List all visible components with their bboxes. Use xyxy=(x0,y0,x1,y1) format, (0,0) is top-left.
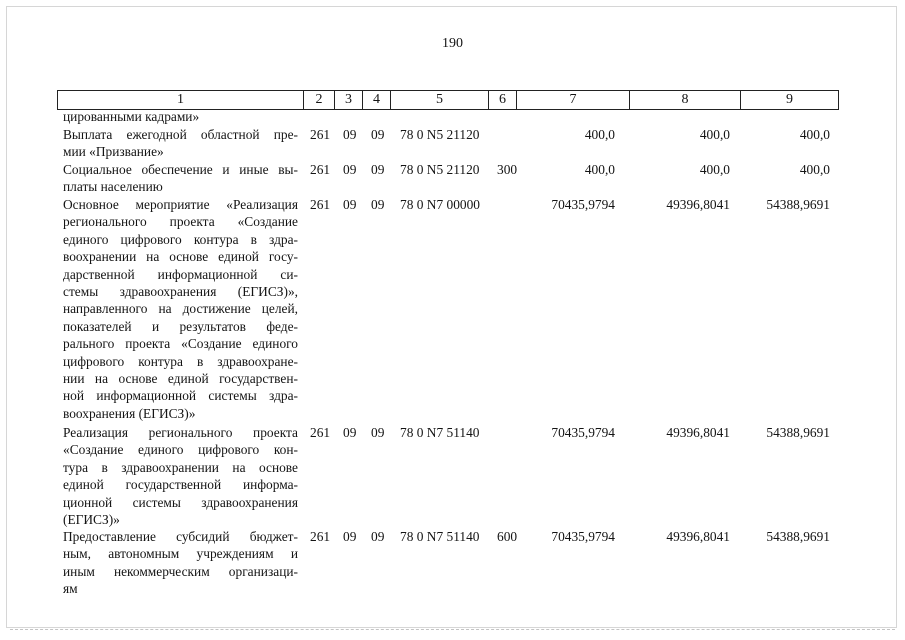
budget-admin-code: 261 xyxy=(310,127,331,142)
target-article-code: 78 0 N7 51140 xyxy=(400,529,480,544)
target-article-code: 78 0 N5 21120 xyxy=(400,127,480,142)
row-description-line: «Создание единого цифрового кон- xyxy=(63,442,298,458)
row-description-line: дарственной информационной си- xyxy=(63,266,298,282)
page-edge-line xyxy=(10,629,895,630)
expense-type-code: 600 xyxy=(497,529,518,544)
subsection-code: 09 xyxy=(371,425,385,440)
amount-column-8: 49396,8041 xyxy=(666,425,730,440)
section-code: 09 xyxy=(343,162,357,177)
row-description-line: мии «Призвание» xyxy=(63,144,164,160)
target-article-code: 78 0 N7 51140 xyxy=(400,425,480,440)
row-description-line: Выплата ежегодной областной пре- xyxy=(63,127,298,142)
budget-admin-code: 261 xyxy=(310,425,331,440)
row-description-line: единой государственной информа- xyxy=(63,477,298,493)
row-description xyxy=(63,196,298,422)
section-code: 09 xyxy=(343,127,357,142)
amount-column-7: 400,0 xyxy=(584,162,615,177)
subsection-code: 09 xyxy=(371,162,385,177)
row-description-line: иным некоммерческим организаци- xyxy=(63,563,298,579)
row-description-line: регионального проекта «Создание xyxy=(63,214,298,230)
row-description-line: ным, автономным учреждениям и xyxy=(63,546,298,562)
amount-column-7: 400,0 xyxy=(584,127,615,142)
row-description-line: воохранения (ЕГИСЗ)» xyxy=(63,405,196,421)
row-description-line: тура в здравоохранении на основе xyxy=(63,459,298,475)
amount-column-9: 400,0 xyxy=(799,127,830,142)
row-description-line: стемы здравоохранения (ЕГИСЗ)», xyxy=(63,284,298,300)
row-description-line: цифрового контура в здравоохране- xyxy=(63,353,298,369)
row-description-line: ной информационной системы здра- xyxy=(63,388,298,404)
column-header-2: 2 xyxy=(304,91,335,109)
row-description-line: показателей и результатов феде- xyxy=(63,318,298,334)
row-description-line: Основное мероприятие «Реализация xyxy=(63,197,298,212)
section-code: 09 xyxy=(343,529,357,544)
column-header-4: 4 xyxy=(363,91,391,109)
page-number: 190 xyxy=(442,36,463,51)
column-header-1: 1 xyxy=(58,91,304,109)
row-description-line: ционной системы здравоохранения xyxy=(63,494,298,510)
subsection-code: 09 xyxy=(371,529,385,544)
section-code: 09 xyxy=(343,425,357,440)
row-description-line: цированными кадрами» xyxy=(63,109,200,124)
budget-admin-code: 261 xyxy=(310,162,331,177)
row-description-line: ям xyxy=(63,581,78,597)
row-description-line: платы населению xyxy=(63,179,163,195)
row-description xyxy=(63,161,298,196)
row-description-line: (ЕГИСЗ)» xyxy=(63,512,120,528)
row-description-line: рального проекта «Создание единого xyxy=(63,336,298,352)
target-article-code: 78 0 N5 21120 xyxy=(400,162,480,177)
row-description-line: Реализация регионального проекта xyxy=(63,425,298,440)
budget-admin-code: 261 xyxy=(310,197,331,212)
amount-column-9: 54388,9691 xyxy=(766,197,830,212)
row-description xyxy=(63,126,298,161)
amount-column-9: 54388,9691 xyxy=(766,529,830,544)
column-header-3: 3 xyxy=(335,91,363,109)
amount-column-7: 70435,9794 xyxy=(551,197,615,212)
amount-column-7: 70435,9794 xyxy=(551,529,615,544)
column-header-6: 6 xyxy=(489,91,517,109)
expense-type-code: 300 xyxy=(497,162,518,177)
column-header-5: 5 xyxy=(391,91,489,109)
column-header-7: 7 xyxy=(517,91,630,109)
row-description xyxy=(63,424,298,528)
section-code: 09 xyxy=(343,197,357,212)
row-description xyxy=(63,108,298,125)
column-header-9: 9 xyxy=(786,92,793,107)
amount-column-8: 400,0 xyxy=(699,162,730,177)
subsection-code: 09 xyxy=(371,127,385,142)
row-description-line: воохранении на основе единой госу- xyxy=(63,249,298,265)
table-header-row xyxy=(57,90,839,110)
row-description-line: единого цифрового контура в здра- xyxy=(63,231,298,247)
amount-column-7: 70435,9794 xyxy=(551,425,615,440)
budget-admin-code: 261 xyxy=(310,529,331,544)
target-article-code: 78 0 N7 00000 xyxy=(400,197,480,212)
amount-column-8: 49396,8041 xyxy=(666,197,730,212)
amount-column-8: 400,0 xyxy=(699,127,730,142)
column-header-8: 8 xyxy=(630,91,741,109)
row-description-line: Социальное обеспечение и иные вы- xyxy=(63,162,298,177)
row-description-line: Предоставление субсидий бюджет- xyxy=(63,529,298,544)
amount-column-9: 54388,9691 xyxy=(766,425,830,440)
row-description xyxy=(63,528,298,598)
amount-column-9: 400,0 xyxy=(799,162,830,177)
amount-column-8: 49396,8041 xyxy=(666,529,730,544)
row-description-line: направленного на достижение целей, xyxy=(63,301,298,317)
subsection-code: 09 xyxy=(371,197,385,212)
row-description-line: нии на основе единой государствен- xyxy=(63,371,298,387)
